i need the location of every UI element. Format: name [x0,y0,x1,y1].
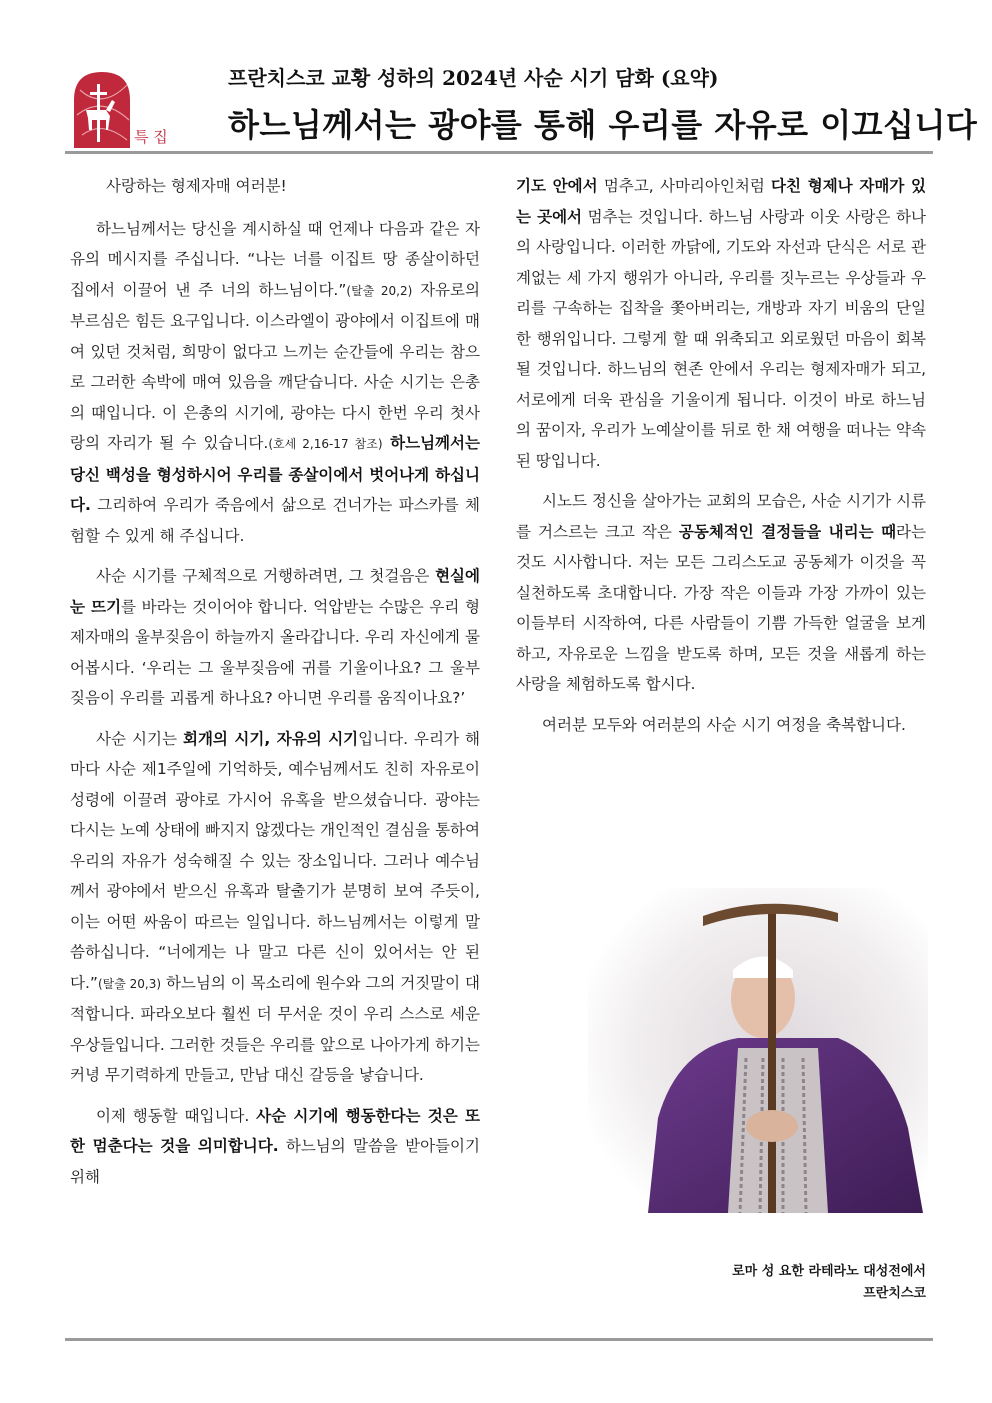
pope-photo [588,888,928,1213]
p1-text-c: 그리하여 우리가 죽음에서 삶으로 건너가는 파스카를 체험할 수 있게 해 주십니다. [70,496,480,545]
p1-citation-1: (탈출 20,2) [346,283,413,298]
paragraph-5 [516,486,926,700]
p5-bold: 공동체적인 결정들을 내리는 때 [678,522,897,541]
photo-caption-location: 로마 성 요한 라테라노 대성전에서 [732,1264,926,1279]
p3-text-a: 사순 시기는 [96,729,183,748]
article-column-left [70,171,480,1202]
paragraph-3 [70,724,480,1091]
p4-text-a: 이제 행동할 때입니다. [96,1106,257,1125]
p4-bold-2: 기도 안에서 [516,177,598,195]
article-column-right [516,171,926,750]
p2-text-b: 를 바라는 것이어야 합니다. 억압받는 수많은 우리 형제자매의 울부짖음이 하늘까지 올라갑니다. 우리 자신에게 물어봅시다. ‘우리는 그 울부짖음에 귀를 기울이나요? 그 울부짖음이 우리를 괴롭게 하나요? 아니면 우리를 움직이나요?’ [70,597,480,707]
paragraph-2 [70,561,480,714]
p3-text-c: 하느님의 이 목소리에 원수와 그의 거짓말이 대적합니다. 파라오보다 훨씬 더 무서운 것이 우리 스스로 세운 우상들입니다. 그러한 것들은 우리를 앞으로 나아가게 하기는커녕 무기력하게 만들고, 만남 대신 갈등을 낳습니다. [70,973,481,1084]
photo-caption-name: 프란치스코 [863,1286,926,1301]
paragraph-1 [70,214,480,552]
p5-text-a: 시노드 정신을 살아가는 교회의 모습은, 사순 시기가 시류를 거스르는 크고 작은 [516,492,926,541]
paragraph-4-continued [516,171,926,476]
page-title: 하느님께서는 광야를 통해 우리를 자유로 이끄십니다 [228,106,978,144]
paragraph-6: 여러분 모두와 여러분의 사순 시기 여정을 축복합니다. [542,715,906,734]
special-feature-logo [72,70,174,148]
p1-citation-2: (호세 2,16-17 참조) [268,437,383,451]
p3-bold: 회개의 시기, 자유의 시기 [182,729,359,748]
p2-bold: 현실에 눈 뜨기 [70,567,480,616]
bottom-divider [65,1338,933,1341]
paragraph-4-start [70,1101,480,1193]
p5-text-b: 라는 것도 시사합니다. 저는 모든 그리스도교 공동체가 이것을 꼭 실천하도록 초대합니다. 가장 작은 이들과 가장 가까이 있는 이들부터 시작하여, 다른 사람들이 기쁨 가득한 얼굴을 보게 하고, 자유로운 느낌을 받도록 하며, 모든 것을 새롭게 하는 사랑을 체험하도록 합시다. [516,522,926,693]
p4-text-c: 멈추고, 사마리아인처럼 [597,177,772,195]
top-divider [65,151,933,154]
p3-citation: (탈출 20,3) [97,976,162,991]
p1-bold: 하느님께서는 당신 백성을 형성하시어 우리를 종살이에서 벗어나게 하십니다. [70,434,480,514]
p1-text-a: 하느님께서는 당신을 계시하실 때 언제나 다음과 같은 자유의 메시지를 주십니다. “나는 너를 이집트 땅 종살이하던 집에서 이끌어 낸 주 너의 하느님이다.” [70,219,480,299]
p3-text-b: 입니다. 우리가 해마다 사순 제1주일에 기억하듯, 예수님께서도 친히 자유로이 성령에 이끌려 광야로 가시어 유혹을 받으셨습니다. 광야는 다시는 노예 상태에 빠지지 않겠다는 개인적인 결심을 통하여 우리의 자유가 성숙해질 수 있는 장소입니다. 그러나 예수님께서 광야에서 받으신 유혹과 탈출기가 분명히 보여 주듯이, 이는 어떤 싸움이 따르는 일입니다. 하느님께서는 이렇게 말씀하십니다. “너에게는 나 말고 다른 신이 있어서는 안 된다.” [70,729,480,992]
header-kicker: 프란치스코 교황 성하의 2024년 사순 시기 담화 (요약) [228,66,719,90]
p1-text-b: 자유로의 부르심은 힘든 요구입니다. 이스라엘이 광야에서 이집트에 매여 있던 것처럼, 희망이 없다고 느끼는 순간들에 우리는 참으로 그러한 속박에 매여 있음을 깨닫습니다. 사순 시기는 은총의 때입니다. 이 은총의 시기에, 광야는 다시 한번 우리 첫사랑의 자리가 될 수 있습니다. [70,280,480,452]
greeting: 사랑하는 형제자매 여러분! [106,177,287,195]
p2-text-a: 사순 시기를 구체적으로 거행하려면, 그 첫걸음은 [96,567,436,585]
logo-label: 특 집 [134,128,168,146]
p4-bold: 사순 시기에 행동한다는 것은 또한 멈춘다는 것을 의미합니다. [70,1106,480,1155]
page-header [0,0,992,160]
p4-text-d: 멈추는 것입니다. 하느님 사랑과 이웃 사랑은 하나의 사랑입니다. 이러한 까닭에, 기도와 자선과 단식은 서로 관계없는 세 가지 행위가 아니라, 우리를 짓누르는 우상들과 우리를 구속하는 집착을 쫓아버리는, 개방과 자기 비움의 단일한 행위입니다. 그렇게 할 때 위축되고 외로웠던 마음이 회복될 것입니다. 하느님의 현존 안에서 우리는 형제자매가 되고, 서로에게 더욱 관심을 기울이게 됩니다. 이것이 바로 하느님의 꿈이자, 우리가 노예살이를 뒤로 한 채 여행을 떠나는 약속된 땅입니다. [516,207,926,470]
p4-text-b: 하느님의 말씀을 받아들이기 위해 [70,1137,480,1186]
p4-bold-3: 다친 형제나 자매가 있는 곳에서 [516,177,926,226]
